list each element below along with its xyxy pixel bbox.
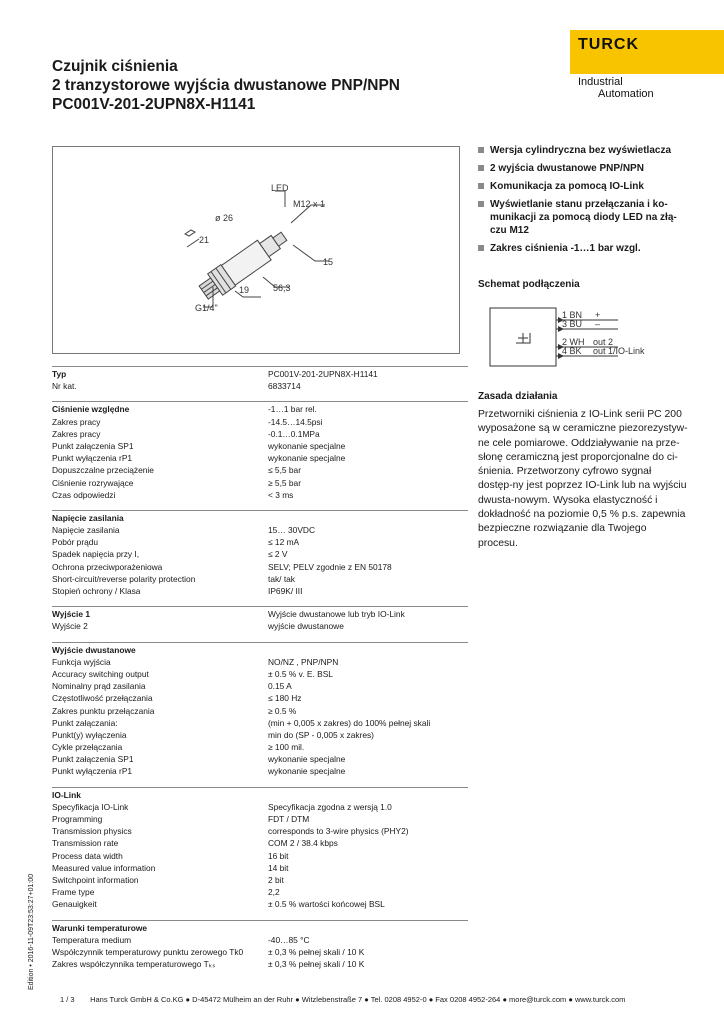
spec-label: Zakres współczynnika temperaturowego Tₖₛ: [52, 959, 216, 970]
spec-row: [52, 813, 468, 825]
spec-label: Wyjście 2: [52, 621, 88, 632]
spec-section: [52, 366, 468, 392]
spec-value: < 3 ms: [268, 489, 294, 500]
spec-label: Napięcie zasilania: [52, 512, 124, 523]
page-number: 1 / 3: [60, 995, 75, 1004]
feature-item: Zakres ciśnienia -1…1 bar wzgl.: [478, 242, 678, 255]
spec-label: Nr kat.: [52, 381, 77, 392]
spec-row: [52, 765, 468, 777]
spec-value: wykonanie specjalne: [268, 453, 346, 464]
title-line-3: PC001V-201-2UPN8X-H1141: [52, 96, 256, 113]
spec-label: Punkt załączenia SP1: [52, 440, 134, 451]
spec-section-header: [52, 789, 468, 801]
spec-value: NO/NZ , PNP/NPN: [268, 656, 339, 667]
spec-row: [52, 680, 468, 692]
feature-item: 2 wyjścia dwustanowe PNP/NPN: [478, 162, 678, 175]
spec-label: Genauigkeit: [52, 899, 97, 910]
spec-row: [52, 489, 468, 501]
spec-label: Process data width: [52, 850, 123, 861]
spec-row: [52, 705, 468, 717]
bullet-icon: [478, 201, 484, 207]
pin-2-signal: out 2: [593, 337, 614, 347]
spec-value: PC001V-201-2UPN8X-H1141: [268, 369, 378, 379]
bullet-icon: [478, 147, 484, 153]
dimension-drawing: [52, 146, 460, 354]
spec-label: Napięcie zasilania: [52, 525, 120, 536]
label-56: 56,3: [273, 283, 291, 293]
spec-value: SELV; PELV zgodnie z EN 50178: [268, 561, 392, 572]
spec-row: [52, 717, 468, 729]
feature-item: Wyświetlanie stanu przełączania i ko-munikacji za pomocą diody LED na złą-czu M12: [478, 198, 678, 237]
spec-label: Funkcja wyjścia: [52, 656, 111, 667]
label-diameter: ø 26: [215, 213, 234, 223]
spec-value: wykonanie specjalne: [268, 440, 346, 451]
spec-value: FDT / DTM: [268, 814, 310, 824]
spec-label: Cykle przełączania: [52, 742, 123, 753]
spec-value: ± 0,3 % pełnej skali / 10 K: [268, 946, 365, 957]
spec-section-header: [52, 403, 468, 415]
spec-row: [52, 524, 468, 536]
spec-value: ≤ 180 Hz: [268, 693, 302, 704]
spec-row: [52, 729, 468, 741]
pin-4-number: 4 BK: [562, 346, 582, 356]
spec-label: Specyfikacja IO-Link: [52, 801, 129, 812]
spec-value: 14 bit: [268, 862, 289, 873]
bullet-icon: [478, 245, 484, 251]
spec-value: [268, 922, 468, 934]
spec-value: ≥ 0.5 %: [268, 705, 297, 716]
pin-2-number: 2 WH: [562, 337, 585, 347]
spec-row: [52, 898, 468, 910]
feature-item: Wersja cylindryczna bez wyświetlacza: [478, 144, 678, 157]
feature-list: [478, 144, 678, 260]
spec-row: [52, 825, 468, 837]
spec-label: Transmission physics: [52, 826, 132, 837]
spec-value: 15… 30VDC: [268, 525, 316, 536]
spec-label: Ciśnienie względne: [52, 404, 130, 415]
spec-value: IP69K/ III: [268, 586, 303, 596]
spec-value: Specyfikacja zgodna z wersją 1.0: [268, 801, 392, 812]
spec-label: Pobór prądu: [52, 537, 99, 548]
spec-row: [52, 850, 468, 862]
spec-row: [52, 561, 468, 573]
spec-table: [52, 366, 468, 979]
spec-value: ≤ 5,5 bar: [268, 465, 301, 476]
spec-label: Współczynnik temperaturowy punktu zerowego Tk0: [52, 946, 244, 957]
spec-value: 2,2: [268, 887, 280, 898]
spec-label: Accuracy switching output: [52, 668, 149, 679]
spec-label: Transmission rate: [52, 838, 119, 849]
spec-value: wykonanie specjalne: [268, 754, 346, 765]
spec-row: [52, 741, 468, 753]
spec-value: ± 0.5 % wartości końcowej BSL: [268, 899, 385, 910]
label-15: 15: [323, 257, 334, 267]
spec-value: ± 0.5 % v. E. BSL: [268, 668, 333, 679]
pin-1-signal: +: [595, 310, 601, 320]
spec-section: [52, 787, 468, 911]
label-thread: M12 x 1: [293, 199, 326, 209]
spec-row: [52, 428, 468, 440]
spec-value: wykonanie specjalne: [268, 766, 346, 777]
spec-value: 16 bit: [268, 850, 289, 861]
bullet-icon: [478, 183, 484, 189]
spec-value: corresponds to 3-wire physics (PHY2): [268, 826, 409, 837]
spec-value: ≤ 2 V: [268, 549, 288, 560]
spec-row: [52, 477, 468, 489]
spec-label: Punkt załączenia SP1: [52, 754, 134, 765]
spec-row: [52, 416, 468, 428]
turck-logo: TURCK: [578, 36, 639, 53]
title-line-2: 2 tranzystorowe wyjścia dwustanowe PNP/NPN: [52, 77, 400, 94]
footer-company: Hans Turck GmbH & Co.KG ● D-45472 Mülheim an der Ruhr ● Witzlebenstraße 7 ● Tel. 0208 4952-0 ● Fax 0208 4952-264 ● more@turck.com ● www.turck.com: [90, 995, 626, 1004]
product-title: [52, 57, 400, 114]
spec-row: [52, 862, 468, 874]
connection-title: Schemat podłączenia: [478, 279, 580, 290]
spec-label: Stopień ochrony / Klasa: [52, 586, 141, 596]
spec-label: Wyjście dwustanowe: [52, 644, 136, 655]
spec-value: ± 0,3 % pełnej skali / 10 K: [268, 959, 365, 970]
spec-label: Switchpoint information: [52, 874, 139, 885]
spec-section-header: [52, 608, 468, 620]
spec-label: Nominalny prąd zasilania: [52, 681, 146, 692]
spec-value: 2 bit: [268, 874, 284, 885]
spec-section: [52, 510, 468, 597]
spec-row: [52, 620, 468, 632]
spec-value: -0.1…0.1MPa: [268, 428, 320, 439]
spec-label: Punkt wyłączenia rP1: [52, 453, 133, 464]
spec-label: Zakres pracy: [52, 416, 101, 427]
logo-tagline-2: Automation: [598, 88, 654, 100]
spec-label: Temperatura medium: [52, 934, 132, 945]
spec-value: COM 2 / 38.4 kbps: [268, 838, 338, 849]
spec-value: 0.15 A: [268, 681, 292, 692]
spec-row: [52, 656, 468, 668]
spec-value: tak/ tak: [268, 573, 295, 584]
edition-stamp: Edition • 2016-11-09T23:53:27+01:00: [28, 873, 35, 990]
spec-value: Wyjście dwustanowe lub tryb IO-Link: [268, 609, 405, 620]
spec-label: Programming: [52, 814, 103, 824]
principle-title: Zasada działania: [478, 391, 558, 402]
spec-row: [52, 668, 468, 680]
spec-row: [52, 464, 468, 476]
spec-row: [52, 440, 468, 452]
spec-row: [52, 452, 468, 464]
spec-label: Measured value information: [52, 862, 156, 873]
label-wrench: 21: [199, 235, 210, 245]
spec-label: Frame type: [52, 887, 95, 898]
spec-row: [52, 753, 468, 765]
spec-label: Zakres pracy: [52, 428, 101, 439]
spec-row: [52, 548, 468, 560]
wiring-diagram: [478, 300, 678, 370]
pin-3-signal: –: [595, 319, 601, 329]
spec-section: [52, 920, 468, 971]
spec-value: ≤ 12 mA: [268, 537, 300, 548]
spec-row: [52, 886, 468, 898]
spec-value: [268, 644, 468, 656]
spec-row: [52, 692, 468, 704]
sensor-symbol-icon: [516, 333, 530, 343]
pin-1-number: 1 BN: [562, 310, 583, 320]
spec-row: [52, 380, 468, 392]
spec-label: Warunki temperaturowe: [52, 922, 148, 933]
spec-label: IO-Link: [52, 789, 81, 800]
spec-value: -40…85 °C: [268, 934, 310, 945]
spec-label: Short-circuit/reverse polarity protection: [52, 573, 196, 584]
spec-row: [52, 874, 468, 886]
spec-row: [52, 946, 468, 958]
pin-4-signal: out 1/IO-Link: [593, 346, 645, 356]
spec-value: [268, 789, 468, 801]
spec-value: (min + 0,005 x zakres) do 100% pełnej skali: [268, 717, 431, 728]
spec-value: [268, 512, 468, 524]
spec-value: min do (SP - 0,005 x zakres): [268, 729, 374, 740]
spec-row: [52, 934, 468, 946]
spec-section-header: [52, 644, 468, 656]
spec-row: [52, 573, 468, 585]
spec-label: Częstotliwość przełączania: [52, 693, 153, 704]
spec-label: Czas odpowiedzi: [52, 489, 116, 500]
spec-section-header: [52, 922, 468, 934]
feature-item: Komunikacja za pomocą IO-Link: [478, 180, 678, 193]
spec-section-header: [52, 512, 468, 524]
spec-label: Zakres punktu przełączania: [52, 705, 155, 716]
spec-row: [52, 958, 468, 970]
pin-3-number: 3 BU: [562, 319, 583, 329]
spec-label: Ciśnienie rozrywające: [52, 477, 134, 488]
spec-row: [52, 536, 468, 548]
label-led: LED: [271, 183, 289, 193]
logo-tagline-1: Industrial: [578, 76, 623, 88]
spec-row: [52, 801, 468, 813]
spec-value: 6833714: [268, 381, 301, 392]
principle-text: Przetworniki ciśnienia z IO-Link serii PC 200 wyposażone są w ceramiczne piezorezystyw-ne cele pomiarowe. Oddziaływanie na prze-słonę ceramiczną jest proporcjonalne do ci-śnienia. Przetworzony cyfrowo sygnał dostęp-ny jest poprzez IO-Link lub na wyjściu dwusta-nowym. Wysoka elastyczność i dokładność na poziomie 0,5 % p.s. zapewnia bezpieczne rozwiązanie dla Twojego procesu.: [478, 409, 688, 549]
spec-label: Dopuszczalne przeciążenie: [52, 465, 154, 476]
spec-label: Ochrona przeciwporażeniowa: [52, 561, 163, 572]
spec-value: wyjście dwustanowe: [268, 621, 344, 632]
logo-tagline: [578, 76, 654, 100]
spec-value: -1…1 bar rel.: [268, 404, 317, 415]
spec-section-header: [52, 368, 468, 380]
spec-section: [52, 642, 468, 778]
label-port: G1/4": [195, 303, 218, 313]
label-19: 19: [239, 285, 250, 295]
spec-label: Punkt załączania:: [52, 717, 118, 728]
spec-value: ≥ 5,5 bar: [268, 477, 301, 488]
page-footer: [60, 995, 625, 1004]
spec-value: -14.5…14.5psi: [268, 416, 323, 427]
spec-label: Typ: [52, 369, 67, 379]
spec-value: ≥ 100 mil.: [268, 742, 305, 753]
spec-label: Punkt(y) wyłączenia: [52, 729, 127, 740]
spec-section: [52, 606, 468, 632]
bullet-icon: [478, 165, 484, 171]
spec-label: Spadek napięcia przy I,: [52, 549, 140, 560]
spec-row: [52, 837, 468, 849]
title-line-1: Czujnik ciśnienia: [52, 58, 178, 75]
spec-label: Wyjście 1: [52, 609, 91, 620]
spec-row: [52, 585, 468, 597]
spec-section: [52, 401, 468, 501]
spec-label: Punkt wyłączenia rP1: [52, 766, 133, 777]
